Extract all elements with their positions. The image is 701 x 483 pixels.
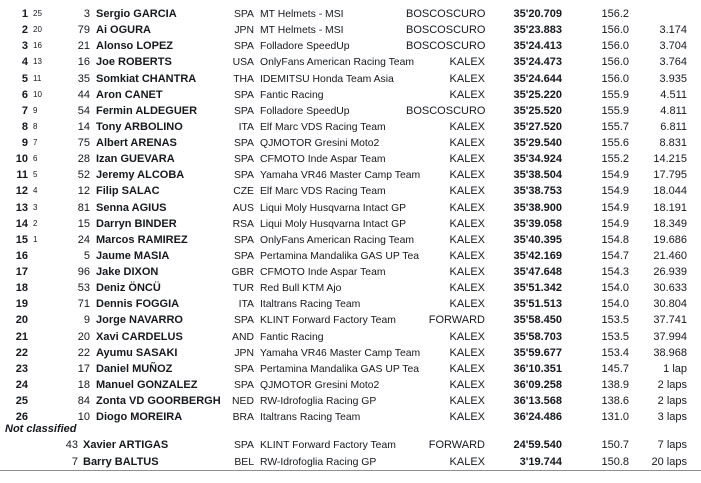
speed-cell: 155.9 [601,104,629,117]
position-cell: 24 [15,378,28,391]
rider-number-cell: 3 [83,8,90,20]
speed-cell: 156.2 [601,8,629,20]
rider-number-cell: 7 [71,455,78,468]
position-cell: 13 [15,201,28,214]
speed-cell: 150.7 [601,439,629,451]
rider-name-cell: Jorge NAVARRO [96,314,183,327]
speed-cell: 150.8 [601,455,629,468]
rider-name-cell: Fermin ALDEGUER [96,104,198,117]
rider-name-cell: Joe ROBERTS [96,56,172,69]
team-cell: Pertamina Mandalika GAS UP Tea [260,363,420,375]
time-cell: 35'38.900 [513,201,562,214]
gap-cell: 7 laps [657,439,687,451]
result-row [0,40,687,56]
gap-cell: 37.741 [653,314,687,327]
chassis-cell: KALEX [449,56,485,69]
gap-cell: 18.044 [653,185,687,198]
team-cell: Liqui Moly Husqvarna Intact GP [260,202,407,214]
position-cell: 15 [15,233,28,246]
speed-cell: 131.0 [601,411,629,424]
country-cell: SPA [233,379,254,391]
country-cell: THA [233,73,254,85]
time-cell: 35'38.753 [513,185,562,198]
speed-cell: 138.6 [601,395,629,407]
speed-cell: 154.0 [601,282,629,295]
points-cell: 20 [33,25,42,35]
country-cell: BRA [232,412,254,424]
result-row [0,395,687,411]
chassis-cell: KALEX [449,298,485,311]
chassis-cell: KALEX [449,455,485,468]
chassis-cell: KALEX [449,330,485,343]
rider-number-cell: 54 [77,104,90,117]
result-row [0,314,687,330]
position-cell: 17 [15,266,28,278]
time-cell: 36'09.258 [513,378,562,391]
rider-number-cell: 52 [77,169,90,182]
gap-cell: 6.811 [660,120,687,133]
gap-cell: 21.460 [653,249,687,262]
time-cell: 35'27.520 [513,120,562,133]
gap-cell: 4.511 [660,88,687,101]
country-cell: TUR [232,283,254,295]
rider-number-cell: 18 [77,378,90,391]
country-cell: SPA [233,170,254,182]
time-cell: 35'25.220 [513,88,562,101]
points-cell: 3 [33,202,38,212]
chassis-cell: BOSCOSCURO [406,40,486,53]
position-cell: 7 [21,104,28,117]
chassis-cell: KALEX [449,249,485,262]
speed-cell: 153.5 [601,330,629,343]
gap-cell: 30.633 [653,282,687,295]
time-cell: 35'42.169 [513,249,562,262]
gap-cell: 1 lap [663,362,687,375]
rider-name-cell: Jake DIXON [96,266,159,278]
time-cell: 35'47.648 [513,266,562,278]
rider-number-cell: 35 [77,72,90,85]
chassis-cell: KALEX [449,362,485,375]
speed-cell: 154.3 [601,266,629,278]
country-cell: SPA [233,250,254,262]
rider-number-cell: 81 [77,201,90,214]
speed-cell: 156.0 [601,72,629,85]
position-cell: 26 [15,411,28,424]
team-cell: Yamaha VR46 Master Camp Team [260,347,421,359]
chassis-cell: KALEX [449,137,485,149]
speed-cell: 156.0 [601,24,629,37]
rider-name-cell: Albert ARENAS [96,137,177,149]
speed-cell: 154.9 [601,169,629,182]
time-cell: 36'10.351 [513,362,562,375]
chassis-cell: KALEX [449,201,485,214]
speed-cell: 155.7 [601,120,629,133]
time-cell: 35'51.513 [513,298,562,311]
gap-cell: 3.704 [659,40,687,53]
team-cell: Fantic Racing [260,331,324,343]
result-row [0,185,687,201]
rider-name-cell: Deniz ÖNCÜ [96,282,161,295]
time-cell: 35'51.342 [513,282,562,295]
position-cell: 20 [15,314,28,327]
result-row [0,24,687,40]
team-cell: Elf Marc VDS Racing Team [260,186,386,198]
chassis-cell: FORWARD [428,439,485,451]
country-cell: SPA [233,315,254,327]
rider-name-cell: Jaume MASIA [96,249,170,262]
position-cell: 11 [16,169,28,182]
position-cell: 5 [21,72,28,85]
gap-cell: 20 laps [651,455,687,468]
rider-number-cell: 15 [77,217,90,230]
rider-name-cell: Xavier ARTIGAS [83,439,169,451]
country-cell: AND [232,331,254,343]
rider-name-cell: Tony ARBOLINO [96,120,183,133]
result-row [0,89,687,105]
chassis-cell: KALEX [449,72,485,85]
chassis-cell: KALEX [449,185,485,198]
rider-name-cell: Marcos RAMIREZ [96,233,188,246]
time-cell: 36'13.568 [513,395,562,407]
team-cell: RW-Idrofoglia Racing GP [260,396,377,407]
points-cell: 9 [33,105,38,115]
speed-cell: 154.9 [601,201,629,214]
points-cell: 25 [33,9,42,18]
points-cell: 5 [33,170,38,180]
position-cell: 3 [21,40,28,53]
rider-number-cell: 44 [77,88,90,101]
speed-cell: 154.9 [601,185,629,198]
time-cell: 35'23.883 [513,24,562,37]
gap-cell: 26.939 [653,266,687,278]
chassis-cell: KALEX [449,282,485,295]
rider-name-cell: Dennis FOGGIA [96,298,180,311]
not-classified-heading: Not classified [5,423,77,435]
bottom-divider [0,470,701,471]
rider-name-cell: Diogo MOREIRA [96,411,183,424]
team-cell: QJMOTOR Gresini Moto2 [260,138,380,149]
result-row [0,439,687,456]
team-cell: Folladore SpeedUp [260,41,350,53]
rider-number-cell: 12 [77,185,90,198]
country-cell: SPA [233,9,254,20]
time-cell: 35'29.540 [513,137,562,149]
position-cell: 12 [15,185,28,198]
country-cell: ITA [238,121,254,133]
country-cell: SPA [233,138,254,149]
time-cell: 35'24.413 [513,40,562,53]
rider-name-cell: Barry BALTUS [83,455,159,468]
position-cell: 9 [21,137,28,149]
rider-name-cell: Sergio GARCIA [96,8,177,20]
rider-number-cell: 21 [77,40,90,53]
result-row [0,105,687,121]
team-cell: Liqui Moly Husqvarna Intact GP [260,218,407,230]
position-cell: 19 [15,298,28,311]
team-cell: CFMOTO Inde Aspar Team [260,267,386,278]
speed-cell: 138.9 [601,378,629,391]
not-classified-results [0,439,687,472]
time-cell: 3'19.744 [519,455,562,468]
rider-name-cell: Zonta VD GOORBERGH [96,395,221,407]
country-cell: RSA [232,218,254,230]
country-cell: SPA [233,154,254,166]
points-cell: 8 [33,121,38,131]
position-cell: 2 [21,24,28,37]
position-cell: 22 [15,346,28,359]
country-cell: SPA [233,89,254,101]
rider-number-cell: 53 [77,282,90,295]
time-cell: 35'58.450 [513,314,562,327]
team-cell: QJMOTOR Gresini Moto2 [260,379,380,391]
rider-name-cell: Daniel MUÑOZ [96,362,173,375]
rider-name-cell: Xavi CARDELUS [96,330,183,343]
points-cell: 16 [33,41,42,51]
team-cell: MT Helmets - MSI [260,25,344,37]
gap-cell: 2 laps [657,378,687,391]
position-cell: 1 [21,8,28,20]
result-row [0,137,687,153]
result-row [0,298,687,314]
rider-name-cell: Izan GUEVARA [96,153,175,166]
team-cell: Fantic Racing [260,89,324,101]
classified-results [0,8,687,427]
chassis-cell: BOSCOSCURO [406,104,486,117]
country-cell: SPA [233,234,254,246]
position-cell: 8 [21,120,28,133]
gap-cell: 3.935 [659,72,687,85]
rider-number-cell: 17 [77,362,90,375]
points-cell: 6 [33,154,38,164]
rider-number-cell: 24 [77,233,90,246]
speed-cell: 153.4 [601,346,629,359]
rider-name-cell: Somkiat CHANTRA [96,72,197,85]
country-cell: JPN [234,347,254,359]
chassis-cell: KALEX [449,169,485,182]
result-row [0,169,687,185]
points-cell: 4 [33,186,38,196]
rider-number-cell: 28 [77,153,90,166]
rider-name-cell: Ai OGURA [96,24,151,37]
speed-cell: 154.0 [601,298,629,311]
time-cell: 36'24.486 [513,411,562,424]
country-cell: ITA [238,299,254,311]
rider-number-cell: 16 [77,56,90,69]
chassis-cell: KALEX [449,120,485,133]
rider-number-cell: 84 [77,395,90,407]
chassis-cell: KALEX [449,378,485,391]
points-cell: 11 [33,73,42,83]
team-cell: IDEMITSU Honda Team Asia [260,73,394,85]
gap-cell: 4.811 [660,104,687,117]
chassis-cell: KALEX [449,153,485,166]
speed-cell: 145.7 [601,362,629,375]
chassis-cell: KALEX [449,233,485,246]
chassis-cell: FORWARD [428,314,485,327]
gap-cell: 8.831 [659,137,687,149]
position-cell: 6 [21,88,28,101]
speed-cell: 156.0 [601,56,629,69]
gap-cell: 18.349 [653,217,687,230]
position-cell: 16 [15,249,28,262]
team-cell: OnlyFans American Racing Team [260,57,415,69]
chassis-cell: KALEX [449,266,485,278]
chassis-cell: KALEX [449,395,485,407]
rider-number-cell: 96 [77,266,90,278]
time-cell: 35'24.473 [513,56,562,69]
rider-name-cell: Filip SALAC [96,185,160,198]
country-cell: NED [232,396,254,407]
country-cell: SPA [233,363,254,375]
team-cell: RW-Idrofoglia Racing GP [260,456,377,468]
position-cell: 14 [15,217,28,230]
speed-cell: 155.9 [601,88,629,101]
speed-cell: 154.7 [601,249,629,262]
position-cell: 21 [15,330,28,343]
team-cell: KLINT Forward Factory Team [260,315,396,327]
rider-name-cell: Manuel GONZALEZ [96,378,198,391]
result-row [0,250,687,266]
gap-cell: 19.686 [653,233,687,246]
position-cell: 10 [15,153,28,166]
position-cell: 18 [15,282,28,295]
chassis-cell: KALEX [449,88,485,101]
team-cell: Yamaha VR46 Master Camp Team [260,170,421,182]
points-cell: 7 [33,138,38,147]
points-cell: 2 [33,218,38,228]
speed-cell: 155.6 [601,137,629,149]
team-cell: Elf Marc VDS Racing Team [260,121,386,133]
result-row [0,411,687,427]
time-cell: 24'59.540 [513,439,562,451]
position-cell: 4 [21,56,28,69]
gap-cell: 3 laps [657,411,687,424]
speed-cell: 153.5 [601,314,629,327]
rider-number-cell: 20 [77,330,90,343]
team-cell: Pertamina Mandalika GAS UP Tea [260,250,420,262]
points-cell: 1 [33,234,38,244]
time-cell: 35'40.395 [513,233,562,246]
rider-number-cell: 43 [65,439,78,451]
result-row [0,153,687,169]
result-row [0,121,687,137]
rider-number-cell: 14 [77,120,90,133]
rider-number-cell: 71 [77,298,90,311]
chassis-cell: KALEX [449,346,485,359]
result-row [0,331,687,347]
country-cell: BEL [234,456,254,468]
rider-number-cell: 75 [77,137,90,149]
gap-cell: 2 laps [657,395,687,407]
time-cell: 35'38.504 [513,169,562,182]
points-cell: 10 [33,89,42,99]
country-cell: JPN [234,25,254,37]
rider-number-cell: 10 [77,411,90,424]
result-row [0,73,687,89]
country-cell: USA [232,57,254,69]
country-cell: SPA [233,105,254,117]
rider-name-cell: Alonso LOPEZ [96,40,173,53]
result-row [0,282,687,298]
result-row [0,56,687,72]
gap-cell: 37.994 [653,330,687,343]
result-row [0,363,687,379]
rider-name-cell: Darryn BINDER [96,217,177,230]
speed-cell: 154.8 [601,233,629,246]
rider-name-cell: Aron CANET [96,88,163,101]
result-row [0,8,687,24]
rider-number-cell: 9 [83,314,90,327]
rider-name-cell: Senna AGIUS [96,201,167,214]
chassis-cell: KALEX [449,411,485,424]
result-row [0,266,687,282]
gap-cell: 3.764 [659,56,687,69]
time-cell: 35'34.924 [513,153,562,166]
points-cell: 13 [33,57,42,67]
team-cell: Red Bull KTM Ajo [260,283,342,295]
team-cell: Italtrans Racing Team [260,299,361,311]
time-cell: 35'59.677 [513,346,562,359]
team-cell: MT Helmets - MSI [260,9,344,20]
gap-cell: 38.968 [653,346,687,359]
team-cell: CFMOTO Inde Aspar Team [260,154,386,166]
speed-cell: 154.9 [601,217,629,230]
rider-number-cell: 79 [77,24,90,37]
country-cell: CZE [233,186,254,198]
gap-cell: 3.174 [659,24,687,37]
country-cell: GBR [231,267,254,278]
time-cell: 35'39.058 [513,217,562,230]
rider-name-cell: Ayumu SASAKI [96,346,178,359]
speed-cell: 156.0 [601,40,629,53]
time-cell: 35'25.520 [513,104,562,117]
rider-name-cell: Jeremy ALCOBA [96,169,185,182]
time-cell: 35'24.644 [513,72,562,85]
team-cell: Folladore SpeedUp [260,105,350,117]
result-row [0,218,687,234]
time-cell: 35'20.709 [513,8,562,20]
country-cell: SPA [233,41,254,53]
gap-cell: 30.804 [653,298,687,311]
result-row [0,234,687,250]
chassis-cell: BOSCOSCURO [406,24,486,37]
result-row [0,202,687,218]
team-cell: Italtrans Racing Team [260,412,361,424]
rider-number-cell: 5 [83,249,90,262]
gap-cell: 17.795 [653,169,687,182]
gap-cell: 14.215 [653,153,687,166]
position-cell: 25 [15,395,28,407]
time-cell: 35'58.703 [513,330,562,343]
rider-number-cell: 22 [77,346,90,359]
gap-cell: 18.191 [653,201,687,214]
result-row [0,379,687,395]
chassis-cell: BOSCOSCURO [406,8,486,20]
team-cell: KLINT Forward Factory Team [260,440,396,451]
chassis-cell: KALEX [449,217,485,230]
position-cell: 23 [15,362,28,375]
result-row [0,347,687,363]
country-cell: AUS [232,202,254,214]
team-cell: OnlyFans American Racing Team [260,234,415,246]
country-cell: SPA [233,440,254,451]
speed-cell: 155.2 [601,153,629,166]
